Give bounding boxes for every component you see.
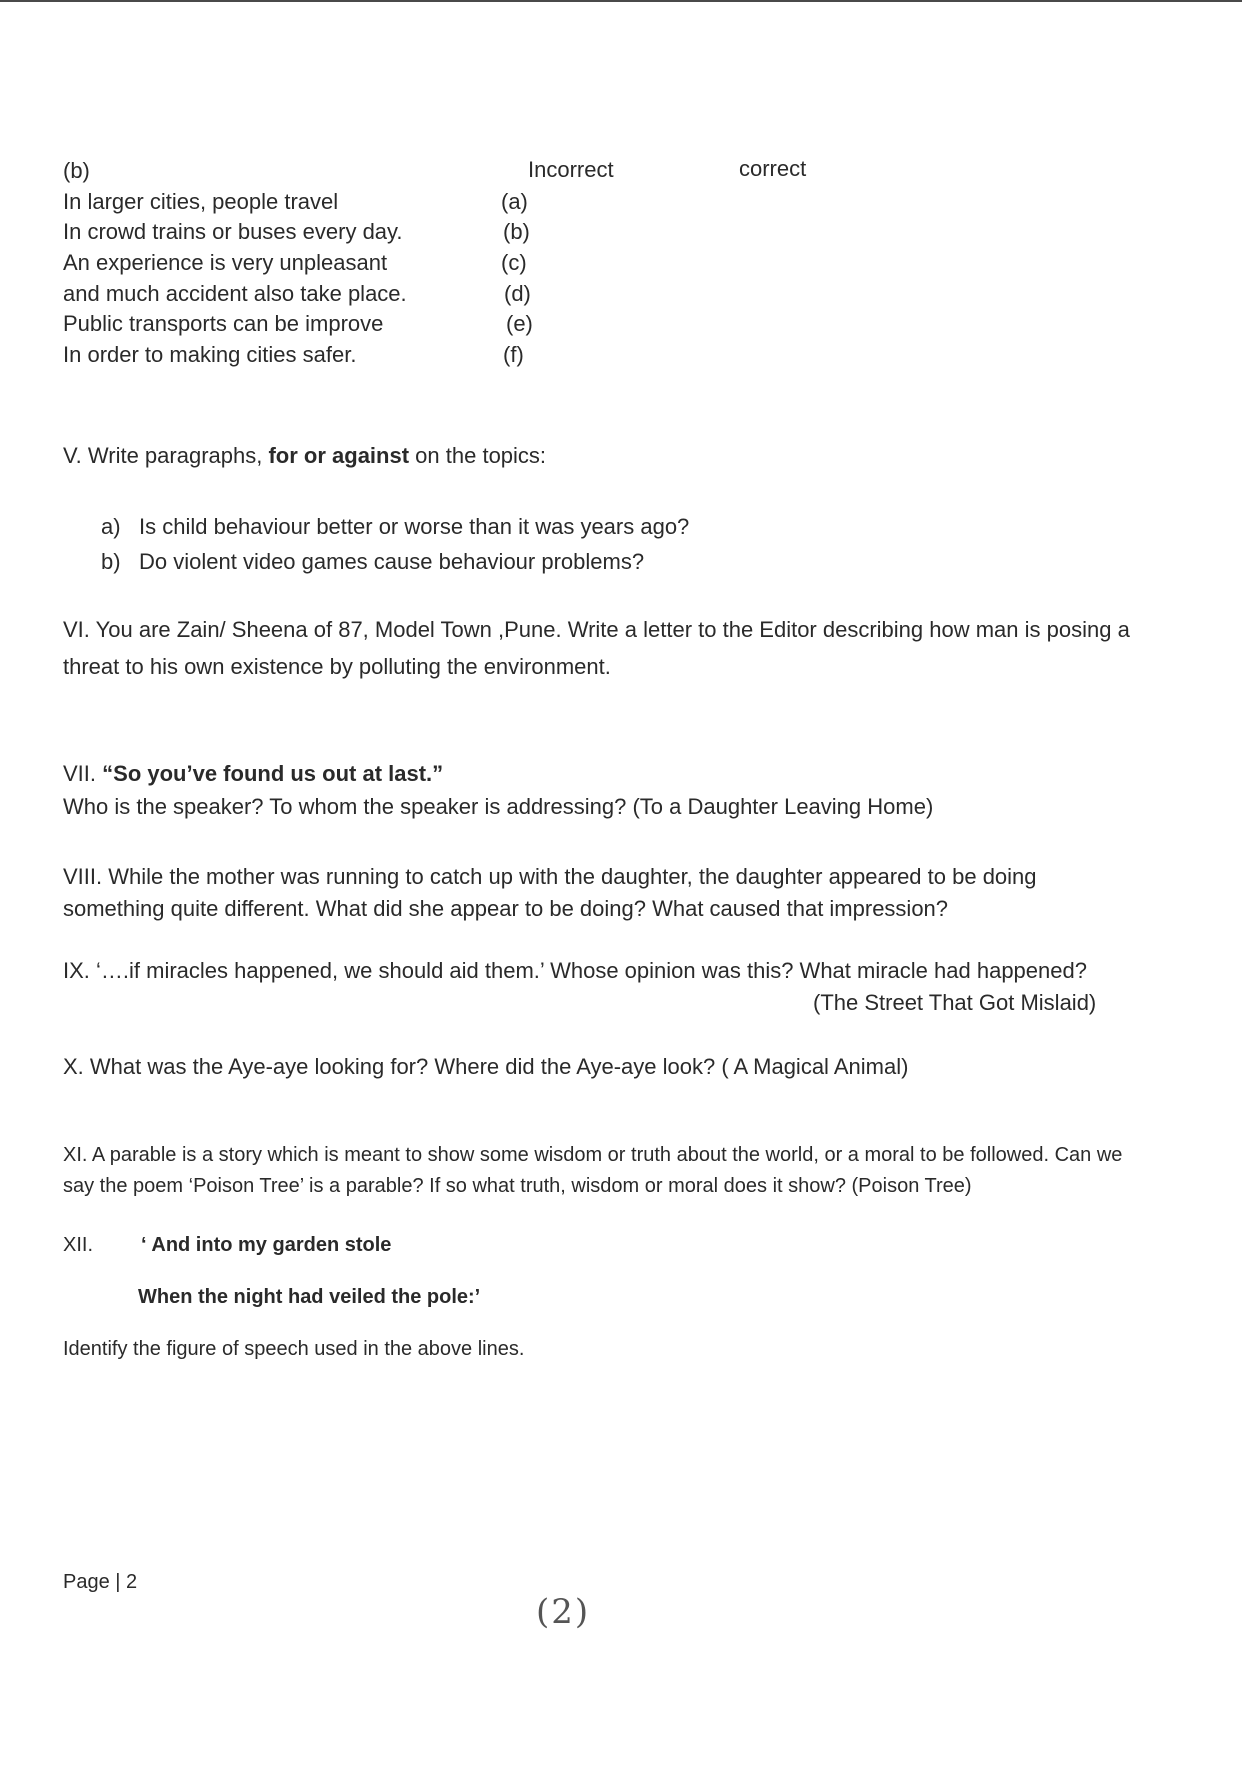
top-border	[0, 0, 1242, 2]
question-v-suffix: on the topics:	[415, 443, 547, 468]
question-x: X. What was the Aye-aye looking for? Where did the Aye-aye look? ( A Magical Animal)	[63, 1054, 909, 1079]
question-vi-line1: VI. You are Zain/ Sheena of 87, Model Town ,Pune. Write a letter to the Editor describing how man is posing a	[63, 617, 1130, 642]
question-xi-line1: XI. A parable is a story which is meant to show some wisdom or truth about the world, or a moral to be followed. Can we	[63, 1144, 1123, 1166]
question-ix-source: (The Street That Got Mislaid)	[813, 990, 1097, 1015]
question-v-bold: for or against	[268, 443, 410, 468]
question-viii-line2: something quite different. What did she appear to be doing? What caused that impression?	[63, 896, 949, 921]
page-number: Page | 2	[63, 1571, 138, 1593]
question-v	[63, 443, 546, 469]
list-marker: a)	[101, 514, 121, 539]
sentence-row: and much accident also take place.	[63, 281, 407, 306]
row-letter: (b)	[503, 219, 530, 244]
question-xi-line2: say the poem ‘Poison Tree’ is a parable? If so what truth, wisdom or moral does it show? (Poison Tree)	[63, 1175, 972, 1197]
row-letter: (d)	[504, 281, 531, 306]
verse-line: When the night had veiled the pole:’	[138, 1286, 481, 1308]
verse-line: ‘ And into my garden stole	[141, 1234, 392, 1256]
sentence-row: An experience is very unpleasant	[63, 250, 388, 275]
sentence-row: In crowd trains or buses every day.	[63, 219, 403, 244]
question-xii-instruction: Identify the figure of speech used in the above lines.	[63, 1338, 525, 1360]
section-b-label: (b)	[63, 158, 90, 183]
handwritten-page-number: (2)	[536, 1592, 591, 1632]
question-xii-number: XII.	[63, 1234, 94, 1256]
row-letter: (e)	[506, 311, 533, 336]
question-vi-line2: threat to his own existence by polluting the environment.	[63, 654, 611, 679]
question-vii-quote: “So you’ve found us out at last.”	[102, 761, 444, 786]
row-letter: (a)	[501, 189, 528, 214]
row-letter: (c)	[501, 250, 527, 275]
column-header-correct: correct	[739, 156, 807, 181]
list-marker: b)	[101, 549, 121, 574]
question-vii-line1	[63, 761, 443, 787]
question-ix-line1: IX. ‘….if miracles happened, we should aid them.’ Whose opinion was this? What miracle had happened?	[63, 958, 1087, 983]
sentence-row: In larger cities, people travel	[63, 189, 339, 214]
question-v-prefix: V. Write paragraphs,	[63, 443, 263, 468]
row-letter: (f)	[503, 342, 524, 367]
list-item: Is child behaviour better or worse than it was years ago?	[139, 514, 690, 539]
sentence-row: Public transports can be improve	[63, 311, 384, 336]
sentence-row: In order to making cities safer.	[63, 342, 357, 367]
question-vii-line2: Who is the speaker? To whom the speaker is addressing? (To a Daughter Leaving Home)	[63, 794, 934, 819]
column-header-incorrect: Incorrect	[528, 157, 614, 182]
question-vii-number: VII.	[63, 761, 97, 786]
question-viii-line1: VIII. While the mother was running to catch up with the daughter, the daughter appeared to be doing	[63, 864, 1037, 889]
list-item: Do violent video games cause behaviour problems?	[139, 549, 645, 574]
